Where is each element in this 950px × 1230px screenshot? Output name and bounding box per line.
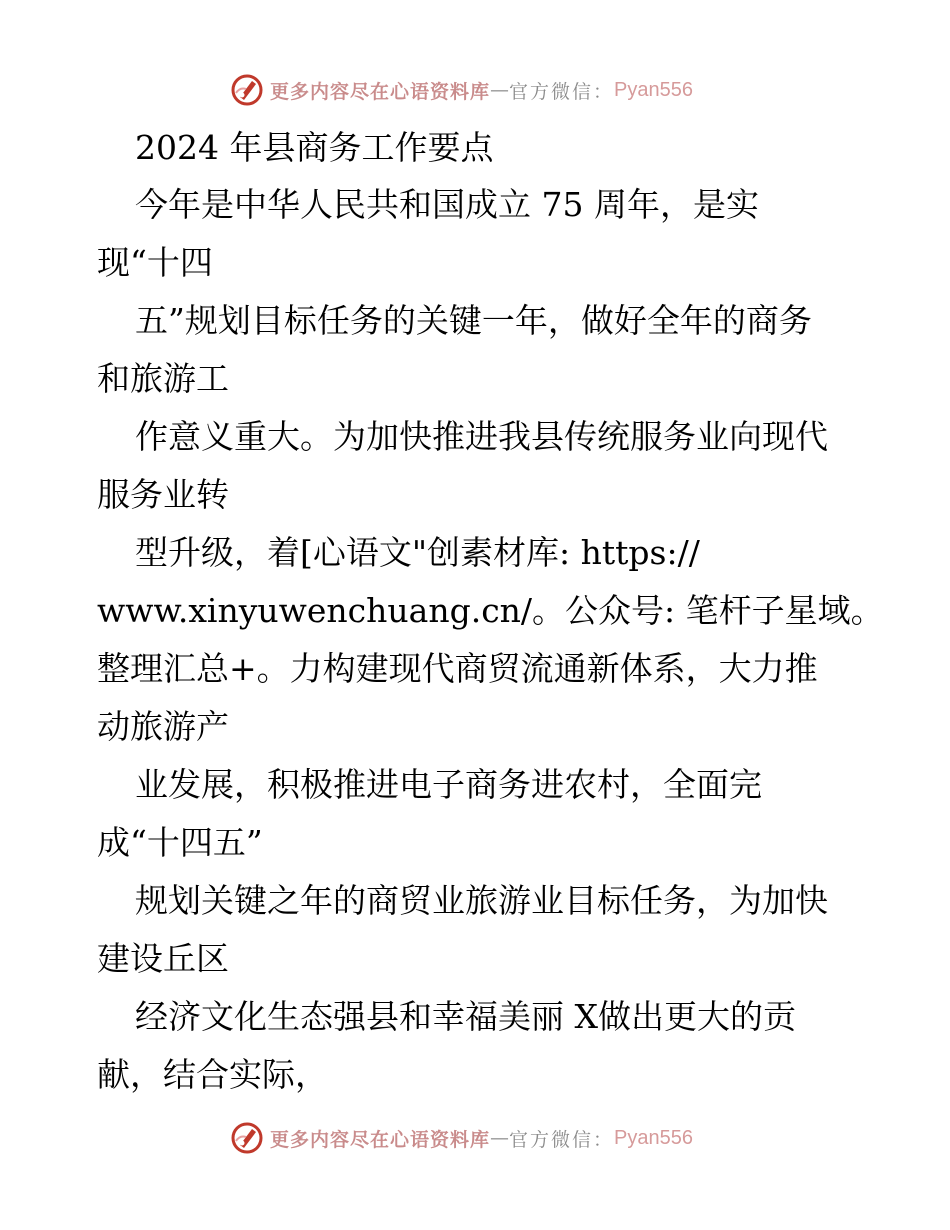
text-line: 整理汇总+。力构建现代商贸流通新体系，大力推 [97,649,818,688]
logo-icon [230,1121,264,1155]
text-line: 现“十四 [97,243,213,282]
banner-wechat-id: Pyan556 [614,78,693,101]
text-line: 献，结合实际， [97,1055,328,1094]
header-banner [230,70,750,110]
text-line: 和旅游工 [97,359,229,398]
text-line: 动旅游产 [97,707,229,746]
text-line: www.xinyuwenchuang.cn/。公众号: 笔杆子星域。 [97,591,884,630]
text-line: 作意义重大。为加快推进我县传统服务业向现代 [135,417,828,456]
text-line: 成“十四五” [97,823,263,862]
banner-wechat-label: 官方微信： [509,80,615,103]
logo-icon [230,73,264,107]
banner-dash: — [490,79,510,101]
text-line: 今年是中华人民共和国成立 75 周年，是实 [135,185,759,224]
footer-banner [230,1118,750,1158]
text-line: 型升级，着[心语文"创素材库: https:// [135,533,700,572]
banner-main-text: 更多内容尽在心语资料库 [270,1128,491,1151]
text-line: 五”规划目标任务的关键一年，做好全年的商务 [135,301,812,340]
text-line: 服务业转 [97,475,229,514]
banner-dash: — [490,1127,510,1149]
text-line: 规划关键之年的商贸业旅游业目标任务，为加快 [135,881,828,920]
text-line: 建设丘区 [97,939,229,978]
banner-wechat-id: Pyan556 [614,1126,693,1149]
text-line: 经济文化生态强县和幸福美丽 X做出更大的贡 [135,997,796,1036]
banner-main-text: 更多内容尽在心语资料库 [270,80,491,103]
text-line: 业发展，积极推进电子商务进农村，全面完 [135,765,762,804]
doc-title: 2024 年县商务工作要点 [135,128,494,167]
banner-wechat-label: 官方微信： [509,1128,615,1151]
